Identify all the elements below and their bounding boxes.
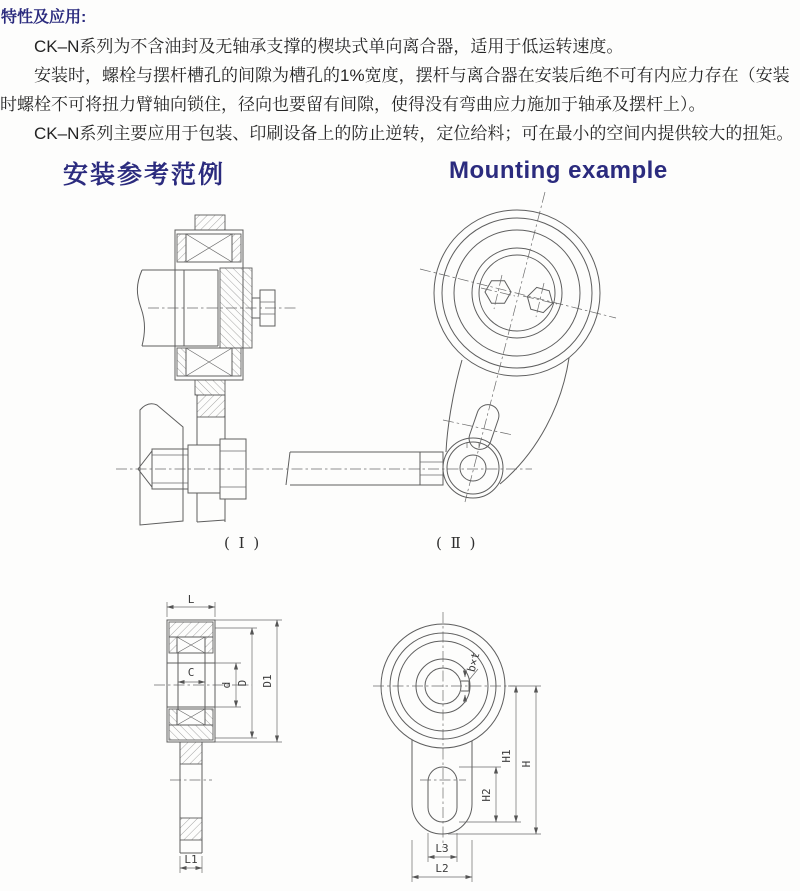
figure1-label: ( Ⅰ ): [224, 534, 262, 552]
dimensioned-front-view: [373, 612, 541, 882]
intro-section: [0, 0, 800, 148]
flange-section: [220, 268, 252, 348]
arm-outline: [412, 740, 472, 834]
clutch-body-outline: [167, 620, 215, 742]
support-bracket: [140, 404, 183, 525]
intro-paragraph-1: CK–N系列为不含油封及无轴承支撑的楔块式单向离合器，适用于低运转速度。: [34, 37, 624, 56]
dim-label-C: C: [187, 666, 195, 679]
centerline-cross: [420, 269, 616, 318]
arm-slot: [428, 767, 457, 822]
dim-label-H1: H1: [500, 749, 513, 763]
intro-title: 特性及应用:: [1, 9, 87, 26]
dim-H: [448, 686, 541, 834]
rod-nut: [420, 452, 443, 485]
dim-L1: [180, 853, 202, 873]
dim-L: [167, 593, 215, 617]
torque-arm: [197, 395, 225, 522]
dim-label-L1: L1: [184, 853, 198, 866]
figure2-label: ( Ⅱ ): [436, 534, 478, 552]
mounting-example-drawing: [100, 190, 620, 565]
slot-centerline: [443, 420, 513, 435]
arm-outline: [170, 742, 212, 853]
dim-label-H: H: [520, 760, 533, 768]
dim-label-d: d: [220, 681, 233, 689]
dim-H2: [459, 767, 521, 822]
dimension-drawing: [130, 590, 610, 891]
connecting-rod: [286, 452, 443, 485]
figure1-clutch-section-view: [116, 215, 532, 525]
dim-L3: [428, 833, 457, 862]
bottom-bearing-symbol: [177, 348, 241, 376]
dim-label-D: D: [236, 679, 249, 687]
dim-label-H2: H2: [480, 788, 493, 802]
hex-bolt-right: [523, 283, 557, 317]
dim-C: [178, 666, 205, 682]
intro-paragraph-3: CK–N系列主要应用于包装、印刷设备上的防止逆转，定位给料；可在最小的空间内提供较大的扭矩。: [34, 124, 794, 143]
dim-label-L: L: [187, 593, 195, 606]
top-bearing-symbol: [177, 234, 241, 262]
dim-H1: [500, 686, 541, 822]
dim-label-bxt: b×t: [464, 650, 483, 674]
dim-label-L2: L2: [435, 862, 449, 875]
section-heading-zh: 安装参考范例: [63, 161, 226, 189]
hex-bolt-left: [481, 275, 515, 309]
figure2-clutch-front-view: [286, 192, 616, 502]
dim-label-L3: L3: [435, 842, 449, 855]
keyway: [461, 651, 482, 703]
dimensioned-section-view: [154, 593, 282, 873]
intro-paragraph-2: 安装时，螺栓与摆杆槽孔的间隙为槽孔的1%宽度，摆杆与离合器在安装后绝不可有内应力存在（安装时螺栓不可将扭力臂轴向锁住，径向也要留有间隙，使得没有弯曲应力施加于轴承及摆杆上）。: [0, 66, 790, 114]
lever-arm: [443, 358, 569, 484]
section-heading-en: Mounting example: [449, 157, 668, 184]
dim-label-D1: D1: [261, 674, 274, 688]
